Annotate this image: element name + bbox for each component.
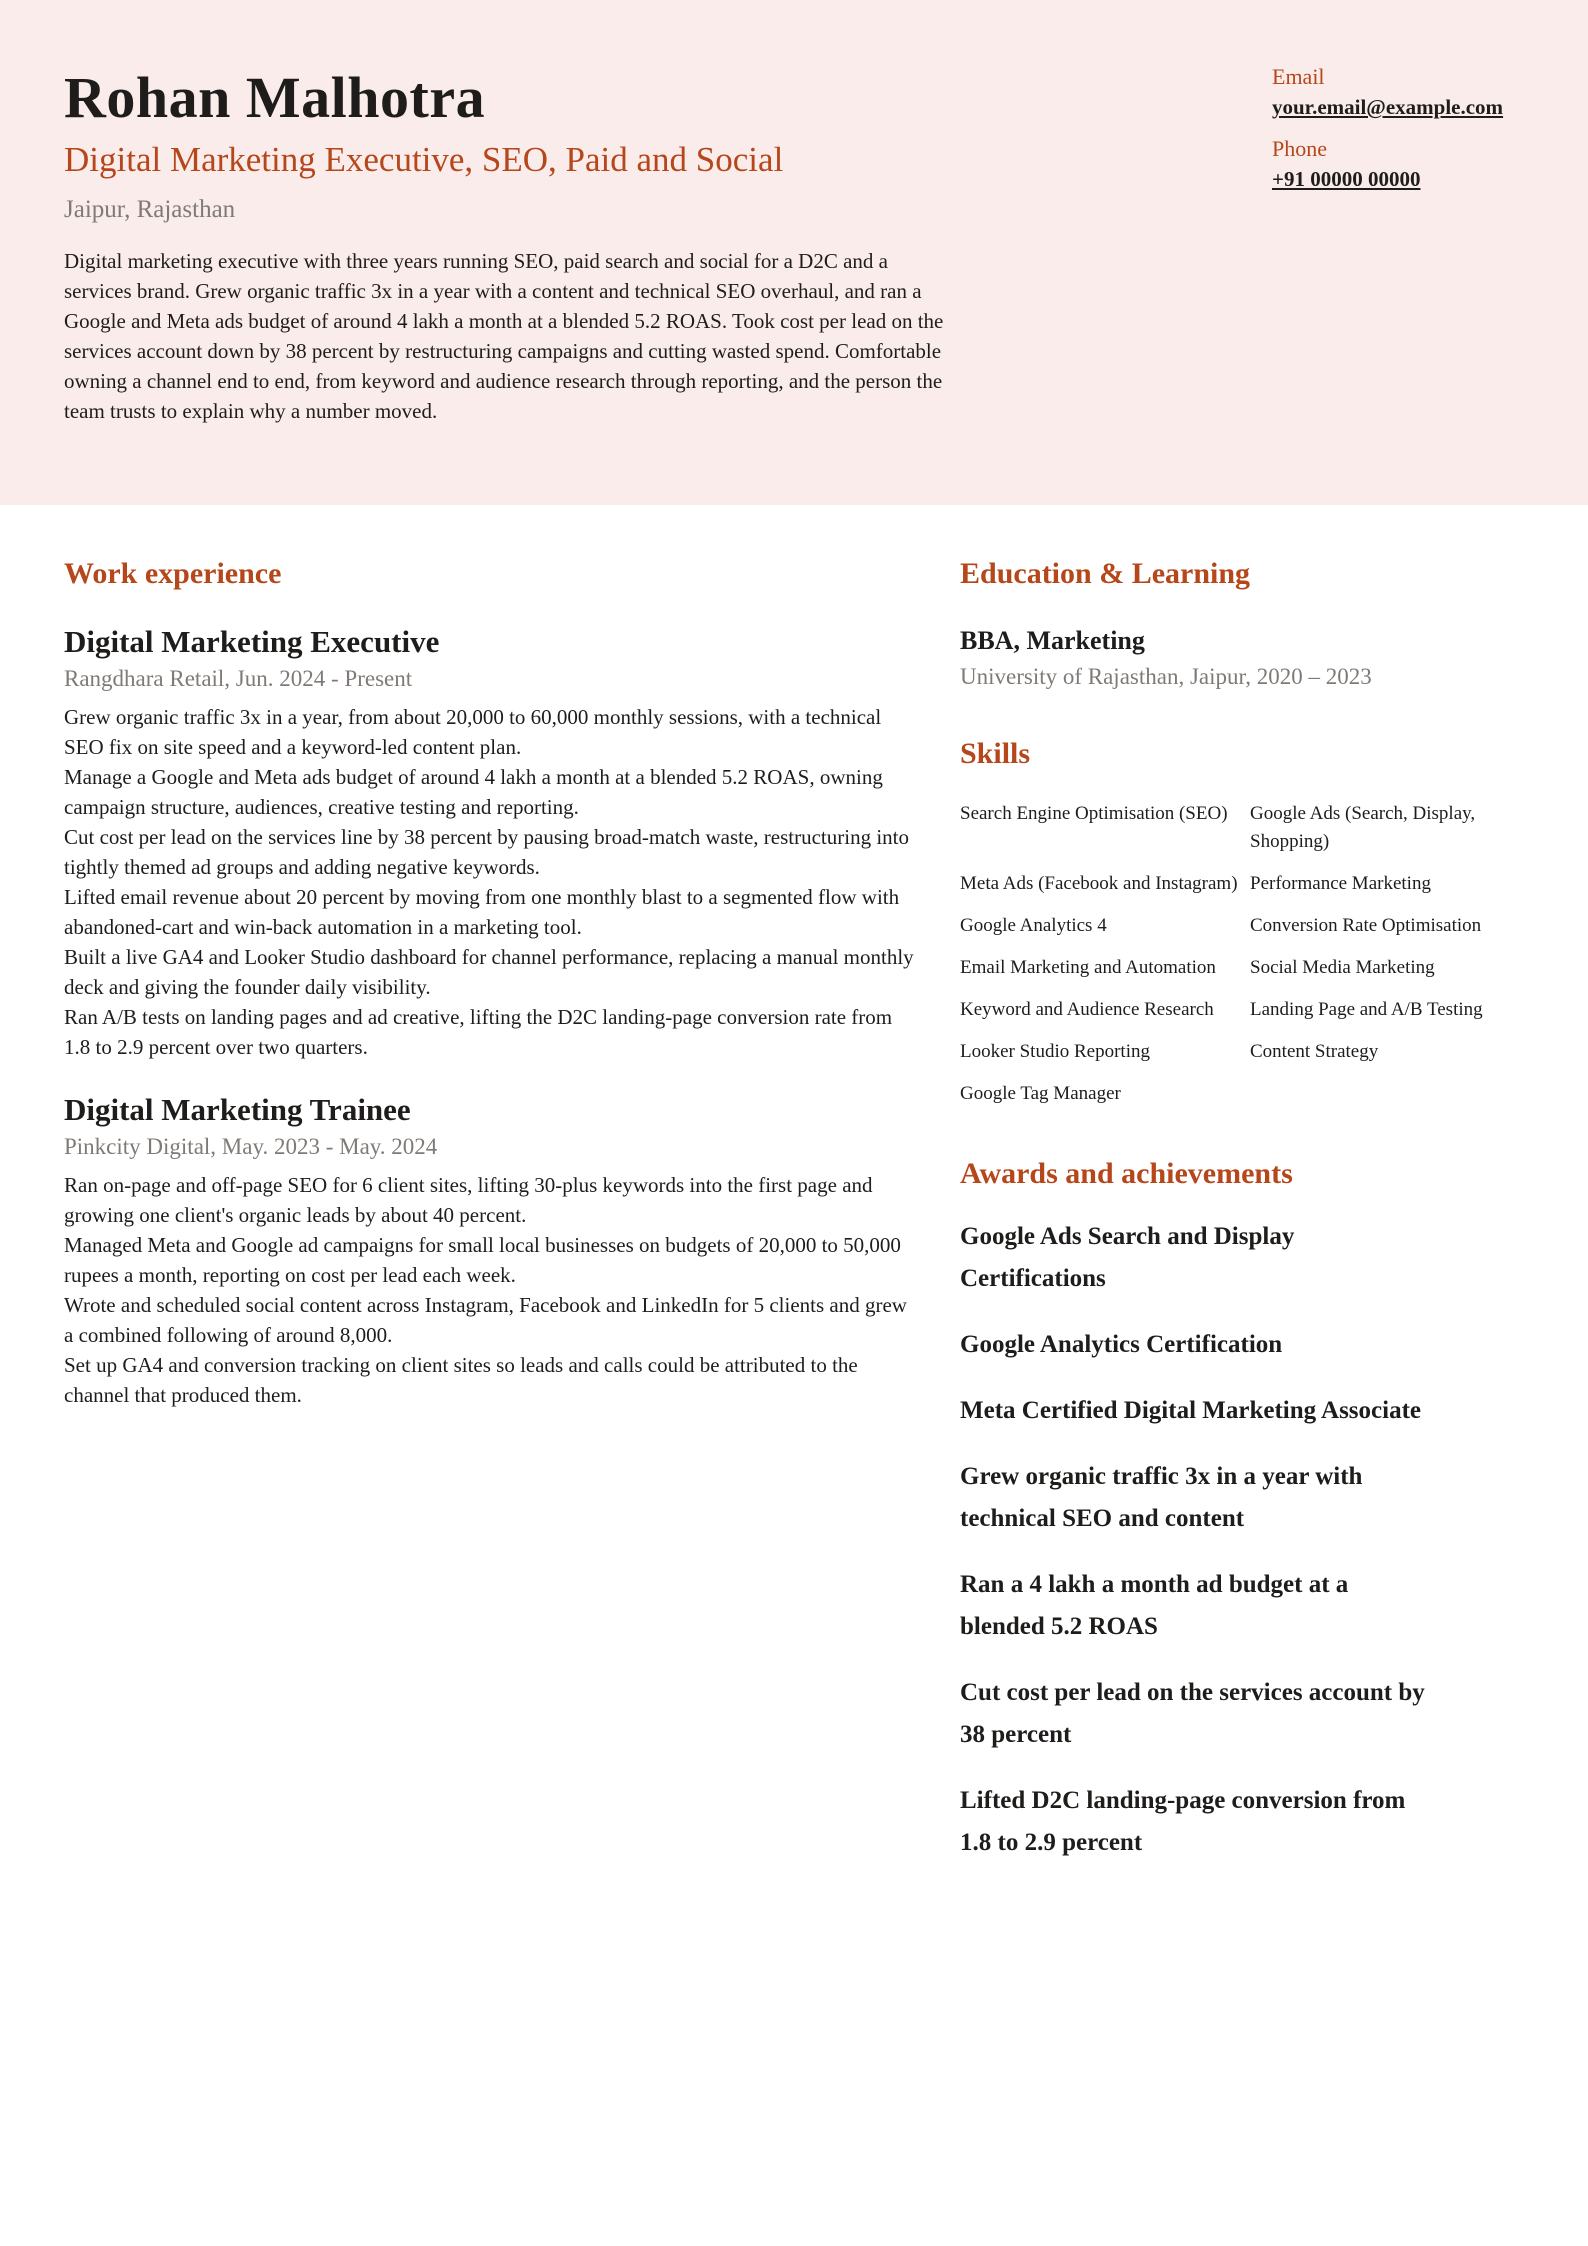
job-bullet: Wrote and scheduled social content across Instagram, Facebook and LinkedIn for 5 clients and grew a combined following of around 8,000. — [64, 1293, 907, 1347]
candidate-title: Digital Marketing Executive, SEO, Paid and Social — [64, 140, 784, 179]
email-label: Email — [1272, 64, 1325, 89]
job-bullet: Grew organic traffic 3x in a year, from about 20,000 to 60,000 monthly sessions, with a technical SEO fix on site speed and a keyword-led content plan. — [64, 705, 882, 759]
job-meta: Pinkcity Digital, May. 2023 - May. 2024 — [64, 1134, 438, 1159]
skill-item: Landing Page and A/B Testing — [1250, 999, 1483, 1020]
award-item: Lifted D2C landing-page conversion from 1.8 to 2.9 percent — [960, 1787, 1406, 1856]
job-meta: Rangdhara Retail, Jun. 2024 - Present — [64, 666, 413, 691]
job-entry — [64, 1090, 914, 1410]
awards-list — [960, 1216, 1430, 1864]
skill-item: Search Engine Optimisation (SEO) — [960, 803, 1228, 824]
sidebar-column — [960, 554, 1540, 1888]
awards-heading: Awards and achievements — [960, 1157, 1293, 1190]
skill-item: Keyword and Audience Research — [960, 999, 1214, 1020]
job-bullet: Lifted email revenue about 20 percent by moving from one monthly blast to a segmented flow with abandoned-cart and win-back automation in a marketing tool. — [64, 885, 900, 939]
award-item: Google Ads Search and Display Certifications — [960, 1223, 1295, 1292]
degree-meta: University of Rajasthan, Jaipur, 2020 – 2023 — [960, 664, 1372, 689]
education-heading: Education & Learning — [960, 557, 1251, 590]
header-band — [0, 0, 1588, 505]
skill-item: Meta Ads (Facebook and Instagram) — [960, 873, 1238, 894]
skill-item: Looker Studio Reporting — [960, 1041, 1150, 1062]
job-bullet: Ran on-page and off-page SEO for 6 client sites, lifting 30-plus keywords into the first page and growing one client's organic leads by about 40 percent. — [64, 1173, 873, 1227]
skill-item: Google Ads (Search, Display, Shopping) — [1250, 803, 1476, 852]
skill-item: Conversion Rate Optimisation — [1250, 915, 1482, 936]
skill-item: Social Media Marketing — [1250, 957, 1435, 978]
skill-item: Google Tag Manager — [960, 1083, 1121, 1104]
award-item: Grew organic traffic 3x in a year with technical SEO and content — [960, 1463, 1363, 1532]
phone-label: Phone — [1272, 136, 1327, 161]
award-item: Google Analytics Certification — [960, 1331, 1283, 1358]
job-bullet: Ran A/B tests on landing pages and ad creative, lifting the D2C landing-page conversion rate from 1.8 to 2.9 percent over two quarters. — [64, 1005, 893, 1059]
contact-block — [1272, 62, 1572, 206]
work-experience-section — [64, 554, 914, 1410]
phone-link[interactable]: +91 00000 00000 — [1272, 167, 1421, 191]
job-bullet: Set up GA4 and conversion tracking on client sites so leads and calls could be attributed to the channel that produced them. — [64, 1353, 858, 1407]
email-link[interactable]: your.email@example.com — [1272, 95, 1504, 119]
skill-item: Google Analytics 4 — [960, 915, 1107, 936]
candidate-name: Rohan Malhotra — [64, 65, 486, 130]
skill-item: Performance Marketing — [1250, 873, 1431, 894]
job-bullet: Managed Meta and Google ad campaigns for small local businesses on budgets of 20,000 to 50,000 rupees a month, reporting on cost per lead each week. — [64, 1233, 901, 1287]
job-bullet: Cut cost per lead on the services line by 38 percent by pausing broad-match waste, restructuring into tightly themed ad groups and adding negative keywords. — [64, 825, 910, 879]
job-entry — [64, 622, 914, 1062]
skill-item: Content Strategy — [1250, 1041, 1379, 1062]
job-bullet: Manage a Google and Meta ads budget of around 4 lakh a month at a blended 5.2 ROAS, owning campaign structure, audiences, creative testing and reporting. — [64, 765, 883, 819]
profile-summary: Digital marketing executive with three years running SEO, paid search and social for a D2C and a services brand. Grew organic traffic 3x in a year with a content and technical SEO overhaul, and ran a Google and Meta ads budget of around 4 lakh a month at a blended 5.2 ROAS. Took cost per lead on the services account down by 38 percent by restructuring campaigns and cutting wasted spend. Comfortable owning a channel end to end, from keyword and audience research through reporting, and the person the team trusts to explain why a number moved. — [64, 249, 944, 423]
award-item: Cut cost per lead on the services account by 38 percent — [960, 1679, 1425, 1748]
work-experience-heading: Work experience — [64, 557, 282, 590]
education-entry — [960, 622, 1540, 694]
award-item: Meta Certified Digital Marketing Associate — [960, 1397, 1421, 1424]
job-bullet: Built a live GA4 and Looker Studio dashboard for channel performance, replacing a manual monthly deck and giving the founder daily visibility. — [64, 945, 914, 999]
job-title: Digital Marketing Executive — [64, 624, 440, 659]
skills-heading: Skills — [960, 737, 1031, 770]
skill-item: Email Marketing and Automation — [960, 957, 1216, 978]
job-title: Digital Marketing Trainee — [64, 1092, 411, 1127]
award-item: Ran a 4 lakh a month ad budget at a blended 5.2 ROAS — [960, 1571, 1349, 1640]
degree-title: BBA, Marketing — [960, 626, 1145, 655]
candidate-location: Jaipur, Rajasthan — [64, 196, 236, 223]
skills-grid — [960, 800, 1540, 1108]
